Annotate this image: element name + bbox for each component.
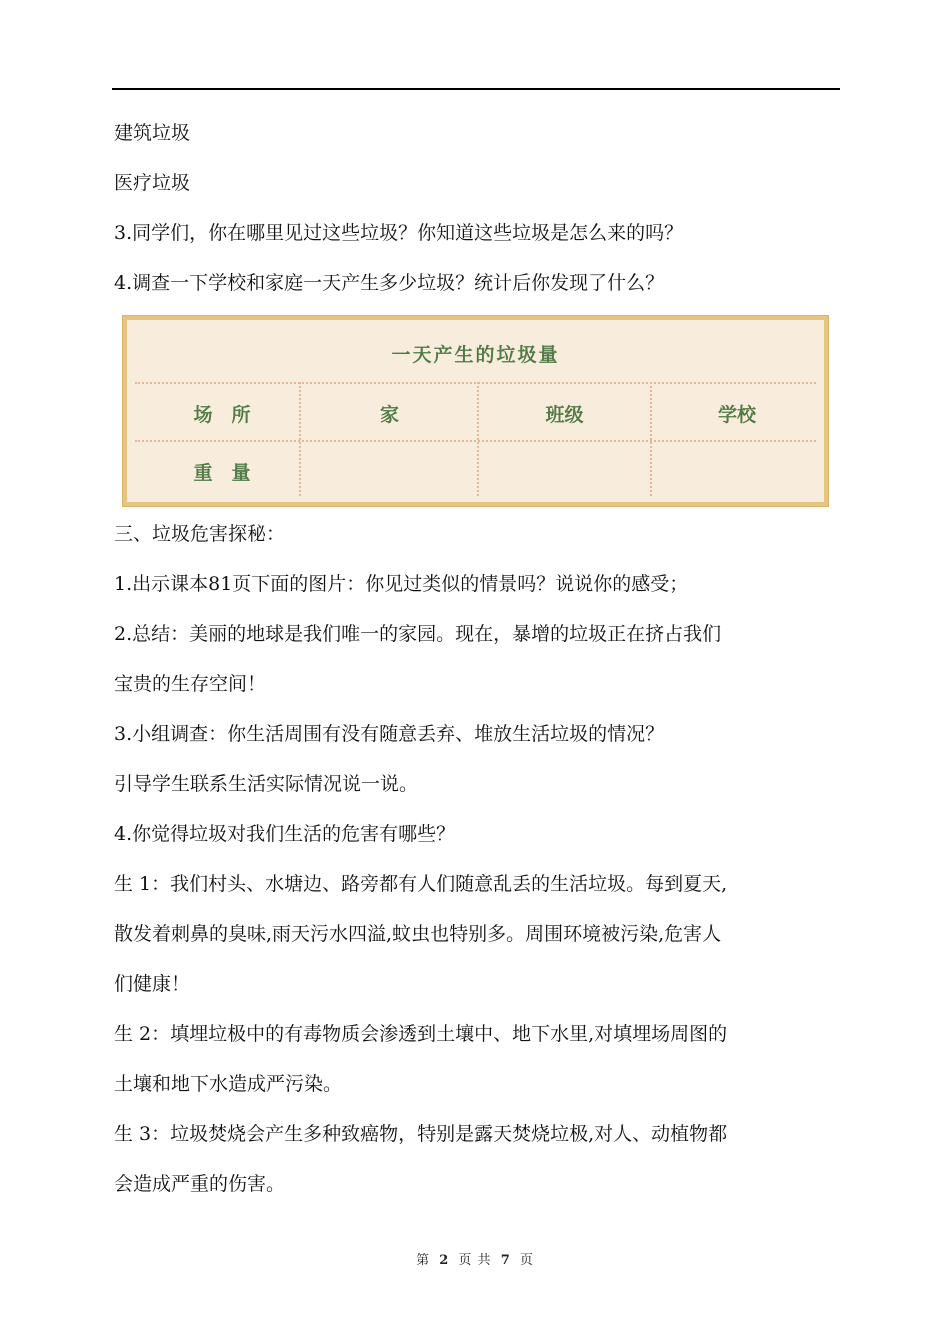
table-header-class: 班级 — [545, 404, 584, 426]
header-rule — [112, 88, 840, 90]
text-line: 宝贵的生存空间！ — [114, 673, 267, 695]
footer-suffix: 页 — [519, 1253, 534, 1268]
table-row-weight-label: 重 量 — [193, 462, 251, 484]
table-header-place: 场 所 — [193, 404, 251, 426]
footer-prefix: 第 — [416, 1253, 431, 1268]
table-divider — [299, 382, 301, 496]
table-divider — [135, 382, 816, 384]
text-line: 们健康！ — [114, 973, 191, 995]
table-header-home: 家 — [379, 404, 399, 426]
text-line: 4.你觉得垃圾对我们生活的危害有哪些？ — [114, 823, 456, 845]
text-line: 土壤和地下水造成严污染。 — [114, 1073, 343, 1095]
garbage-survey-table-image — [123, 316, 828, 506]
table-divider — [135, 440, 816, 442]
text-line: 4.调查一下学校和家庭一天产生多少垃圾？统计后你发现了什么？ — [114, 272, 665, 294]
text-line: 生 2：填埋垃极中的有毒物质会渗透到土壤中、地下水里,对填埋场周图的 — [114, 1023, 728, 1045]
text-line: 散发着刺鼻的臭味,雨天污水四溢,蚊虫也特别多。周围环境被污染,危害人 — [114, 923, 722, 945]
page-footer — [0, 1249, 950, 1268]
table-title: 一天产生的垃圾量 — [391, 344, 560, 366]
footer-total-pages: 7 — [500, 1253, 511, 1268]
text-line: 会造成严重的伤害。 — [114, 1173, 286, 1195]
text-line: 3.小组调查：你生活周围有没有随意丢弃、堆放生活垃圾的情况？ — [114, 723, 665, 745]
text-line: 2.总结：美丽的地球是我们唯一的家园。现在，暴增的垃圾正在挤占我们 — [114, 623, 722, 645]
text-line: 3.同学们，你在哪里见过这些垃圾？你知道这些垃圾是怎么来的吗？ — [114, 222, 684, 244]
text-line: 医疗垃圾 — [114, 172, 191, 194]
text-line: 1.出示课本81页下面的图片：你见过类似的情景吗？说说你的感受； — [114, 573, 689, 595]
footer-middle: 页 共 — [458, 1253, 492, 1268]
table-header-school: 学校 — [717, 404, 756, 426]
text-line: 建筑垃圾 — [114, 122, 191, 144]
text-line: 三、垃圾危害探秘： — [114, 523, 286, 545]
text-line: 生 3：垃圾焚烧会产生多种致癌物，特别是露天焚烧垃极,对人、动植物都 — [114, 1123, 728, 1145]
text-line: 引导学生联系生活实际情况说一说。 — [114, 773, 419, 795]
footer-page-number: 2 — [439, 1253, 450, 1268]
text-line: 生 1：我们村头、水塘边、路旁都有人们随意乱丢的生活垃圾。每到夏天, — [114, 873, 728, 895]
